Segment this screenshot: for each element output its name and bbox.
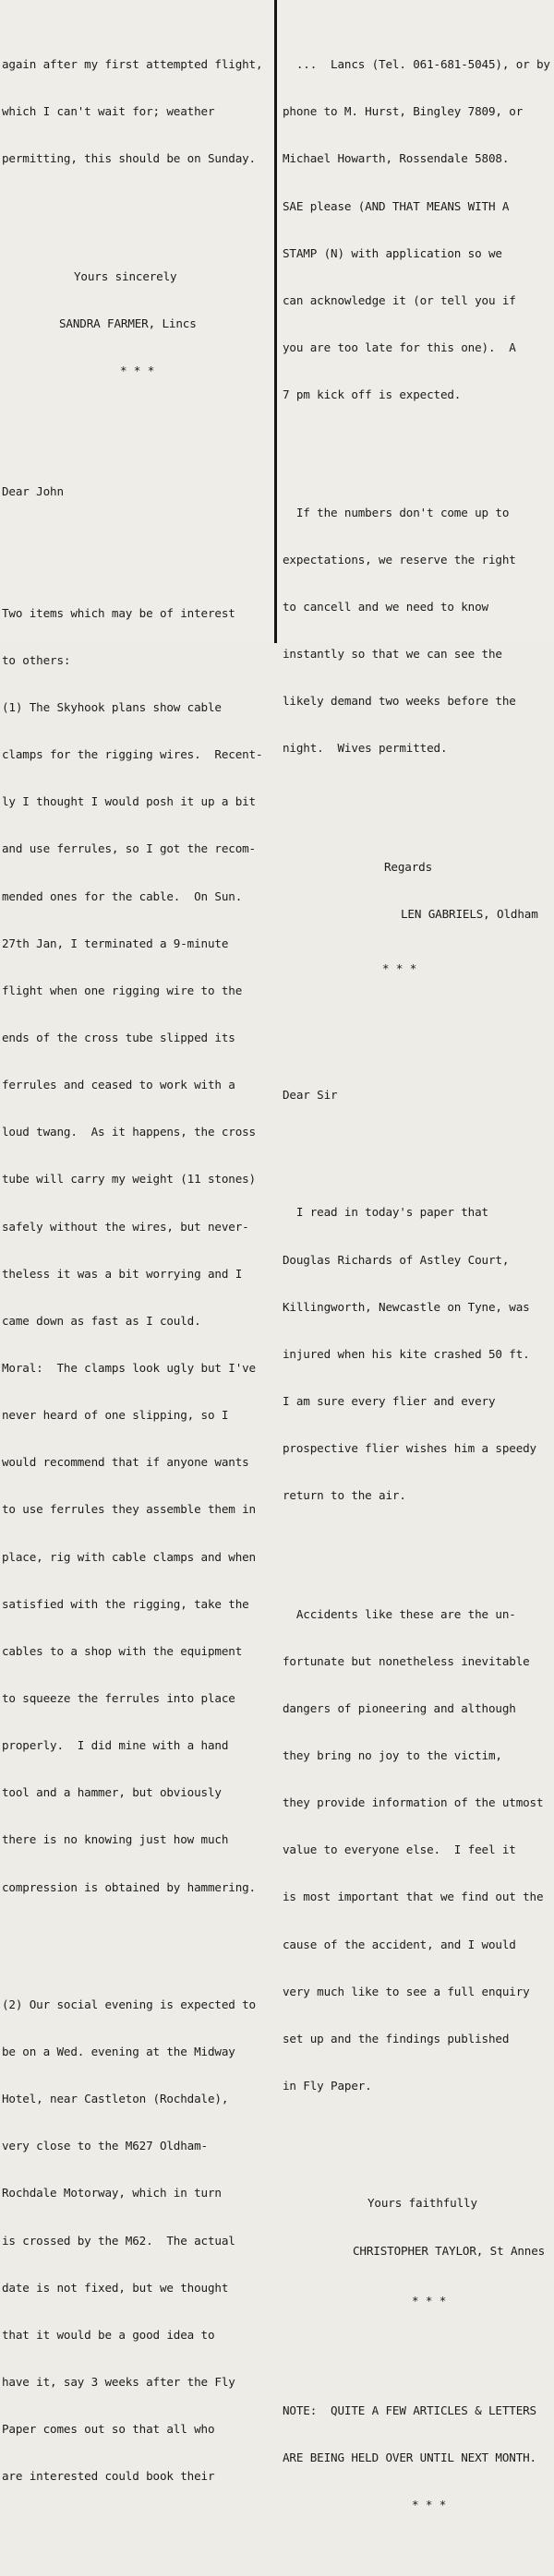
text-line: which I can't wait for; weather [2,104,215,119]
text-line: cables to a shop with the equipment [2,1643,243,1658]
column-divider [274,0,277,643]
text-line: you are too late for this one). A [283,340,516,355]
text-line: Accidents like these are the un- [283,1606,516,1621]
paragraph-4 [283,1575,554,2126]
text-line: 27th Jan, I terminated a 9-minute [2,936,229,950]
text-line: Michael Howarth, Rossendale 5808. [283,151,510,166]
text-line: NOTE: QUITE A FEW ARTICLES & LETTERS [283,2403,536,2417]
paragraph-2 [2,1965,273,2516]
signature: CHRISTOPHER TAYLOR, St Annes [353,2243,546,2258]
text-line: SAE please (AND THAT MEANS WITH A [283,198,510,213]
text-line: again after my first attempted flight, [2,57,263,72]
text-line: mended ones for the cable. On Sun. [2,888,243,903]
text-line: to squeeze the ferrules into place [2,1690,235,1705]
separator: * * * [412,2498,447,2512]
text-line: Hotel, near Castleton (Rochdale), [2,2092,229,2106]
text-line: there is no knowing just how much [2,1832,229,1847]
text-line: likely demand two weeks before the [283,694,516,709]
editor-note [283,2371,554,2545]
separator: * * * [120,364,155,378]
text-line: they bring no joy to the victim, [283,1748,502,1763]
sign-off: Yours sincerely [74,268,177,283]
text-line: Moral: The clamps look ugly but I've [2,1360,256,1375]
text-line: safely without the wires, but never- [2,1219,249,1234]
text-line: ends of the cross tube slipped its [2,1031,235,1044]
text-line: date is not fixed, but we thought [2,2280,229,2295]
text-line: permitting, this should be on Sunday. [2,151,256,166]
text-line: STAMP (N) with application so we [283,245,502,260]
sign-off: Yours faithfully [367,2196,477,2211]
sign-off: Regards [384,859,433,874]
text-line: expectations, we reserve the right [283,552,516,566]
text-line: 7 pm kick off is expected. [283,388,462,402]
text-line: Two items which may be of interest [2,605,235,620]
text-line: phone to M. Hurst, Bingley 7809, or [283,104,524,119]
text-line: to cancell and we need to know [283,599,488,614]
text-line: I am sure every flier and every [283,1394,496,1409]
text-line: they provide information of the utmost [283,1795,544,1810]
text-line: flight when one rigging wire to the [2,983,243,997]
signature: LEN GABRIELS, Oldham [401,906,538,921]
text-line: Paper comes out so that all who [2,2422,215,2437]
greeting: Dear John [2,484,64,499]
text-line: came down as fast as I could. [2,1313,201,1328]
text-line: very much like to see a full enquiry [283,1984,530,1998]
text-line: dangers of pioneering and although [283,1700,516,1715]
text-line: very close to the M627 Oldham- [2,2139,208,2153]
text-line: night. Wives permitted. [283,741,448,756]
text-line: value to everyone else. I feel it [283,1843,516,1857]
paragraph-3 [283,1173,554,1534]
text-line: fortunate but nonetheless inevitable [283,1653,530,1668]
text-line: injured when his kite crashed 50 ft. [283,1346,530,1361]
text-line: Rochdale Motorway, which in turn [2,2186,222,2200]
text-line: are interested could book their [2,2469,215,2484]
separator: * * * [412,2293,447,2308]
text-line: place, rig with cable clamps and when [2,1549,256,1564]
text-line: clamps for the rigging wires. Recent- [2,747,263,762]
text-line: have it, say 3 weeks after the Fly [2,2374,235,2389]
text-line: set up and the findings published [283,2031,510,2045]
text-line: cause of the accident, and I would [283,1937,516,1951]
text-line: never heard of one slipping, so I [2,1408,229,1423]
text-line: to use ferrules they assemble them in [2,1502,256,1517]
text-line: be on a Wed. evening at the Midway [2,2045,235,2058]
text-line: in Fly Paper. [283,2079,372,2093]
text-line: that it would be a good idea to [2,2327,215,2342]
text-line: Douglas Richards of Astley Court, [283,1252,510,1267]
text-line: Killingworth, Newcastle on Tyne, was [283,1299,530,1314]
text-line: ... Lancs (Tel. 061-681-5045), or by [283,57,550,72]
paragraph-1 [2,574,273,1926]
text-line: is crossed by the M62. The actual [2,2233,235,2248]
text-line: I read in today's paper that [283,1205,488,1220]
text-line: is most important that we find out the [283,1890,544,1904]
signature: SANDRA FARMER, Lincs [59,316,197,330]
greeting: Dear Sir [283,1088,338,1103]
text-line: loud twang. As it happens, the cross [2,1125,256,1139]
text-line: tool and a hammer, but obviously [2,1785,222,1800]
text-line: (1) The Skyhook plans show cable [2,700,222,715]
right-column [283,0,554,2576]
text-line: to others: [2,652,71,667]
text-line: ferrules and ceased to work with a [2,1078,235,1092]
text-line: can acknowledge it (or tell you if [283,292,516,307]
text-line: and use ferrules, so I got the recom- [2,841,256,856]
text-line: would recommend that if anyone wants [2,1455,249,1470]
text-line: tube will carry my weight (11 stones) [2,1172,256,1187]
text-line: instantly so that we can see the [283,646,502,661]
paragraph-2 [283,472,554,787]
text-line: return to the air. [283,1488,406,1503]
left-column [2,0,273,2547]
text-line: compression is obtained by hammering. [2,1879,256,1894]
text-line: ly I thought I would posh it up a bit [2,794,256,809]
text-line: prospective flier wishes him a speedy [283,1441,536,1456]
text-line: (2) Our social evening is expected to [2,1997,256,2011]
text-line: theless it was a bit worrying and I [2,1266,243,1281]
text-line: satisfied with the rigging, take the [2,1596,249,1611]
text-line: properly. I did mine with a hand [2,1738,229,1753]
paragraph-1 [283,25,554,434]
separator: * * * [382,960,417,975]
text-line: ARE BEING HELD OVER UNTIL NEXT MONTH. [283,2451,536,2465]
text-line: If the numbers don't come up to [283,505,510,519]
